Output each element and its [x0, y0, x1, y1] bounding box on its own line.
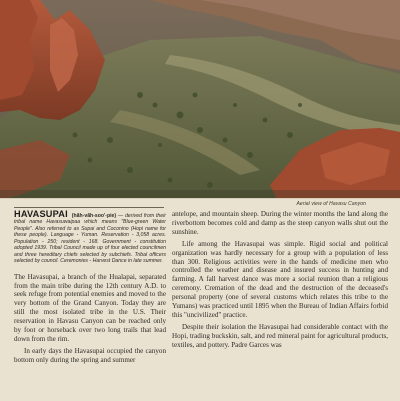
right-column: [172, 210, 388, 350]
body-paragraph: Life among the Havasupai was simple. Rigid social and political organization was hardly necessary for a group with a population of less than 300. Religious activities were in the hands of medicine men who controlled the weather and disease and insured success in hunting and farming. A fall harvest dance was more a social reunion than a religious ceremony. Cremation of the dead and the destruction of the deceased's personal property (one of several customs which relates this tribe to the Yumans) was practiced until 1895 when the Bureau of Indian Affairs forbid this "uncivilized" practice.: [172, 239, 388, 319]
body-paragraph: The Havasupai, a branch of the Hualapai, separated from the main tribe during the 12th century A.D. to seek refuge from potential enemies and moved to the very bottom of the Grand Canyon. Today they are still the most isolated tribe in the U.S. Their reservation in Havasu Canyon can be reached only by foot or horseback over two long trails that lead down from the rim.: [14, 272, 166, 343]
photo-caption: Aerial view of Havasu Canyon: [296, 201, 366, 207]
body-paragraph: antelope, and mountain sheep. During the winter months the land along the riverbottom becomes cold and damp as the steep canyon walls shut out the sunshine.: [172, 210, 388, 236]
tribe-intro: [14, 211, 166, 265]
title-rule: [14, 207, 164, 208]
body-paragraph: In early days the Havasupai occupied the canyon bottom only during the spring and summer: [14, 346, 166, 364]
pronunciation: (hăh-văh-soo'-pie): [71, 213, 117, 219]
tribe-name: HAVASUPAI: [14, 209, 68, 219]
intro-text: — derived from their tribal name Havasuwaipaa which means "Blue-green Water People". Also referred to as Supai and Coconino (Hopi name for these people). Language - Yuman. Reservation - 3,058 acres. Population - 250; resident - 168. Government - constitution adopted 1939. Tribal Council made up of four elected councilmen and three hereditary chiefs selected by subchiefs. Tribal officers selected by council. Ceremonies - Harvest Dance in late summer.: [14, 213, 167, 265]
body-paragraph: Despite their isolation the Havasupai had considerable contact with the Hopi, trading buckskin, salt, and red mineral paint for agricultural products, textiles, and pottery. Padre Garces was: [172, 322, 388, 349]
left-column: [14, 211, 166, 365]
left-body: [14, 273, 166, 365]
